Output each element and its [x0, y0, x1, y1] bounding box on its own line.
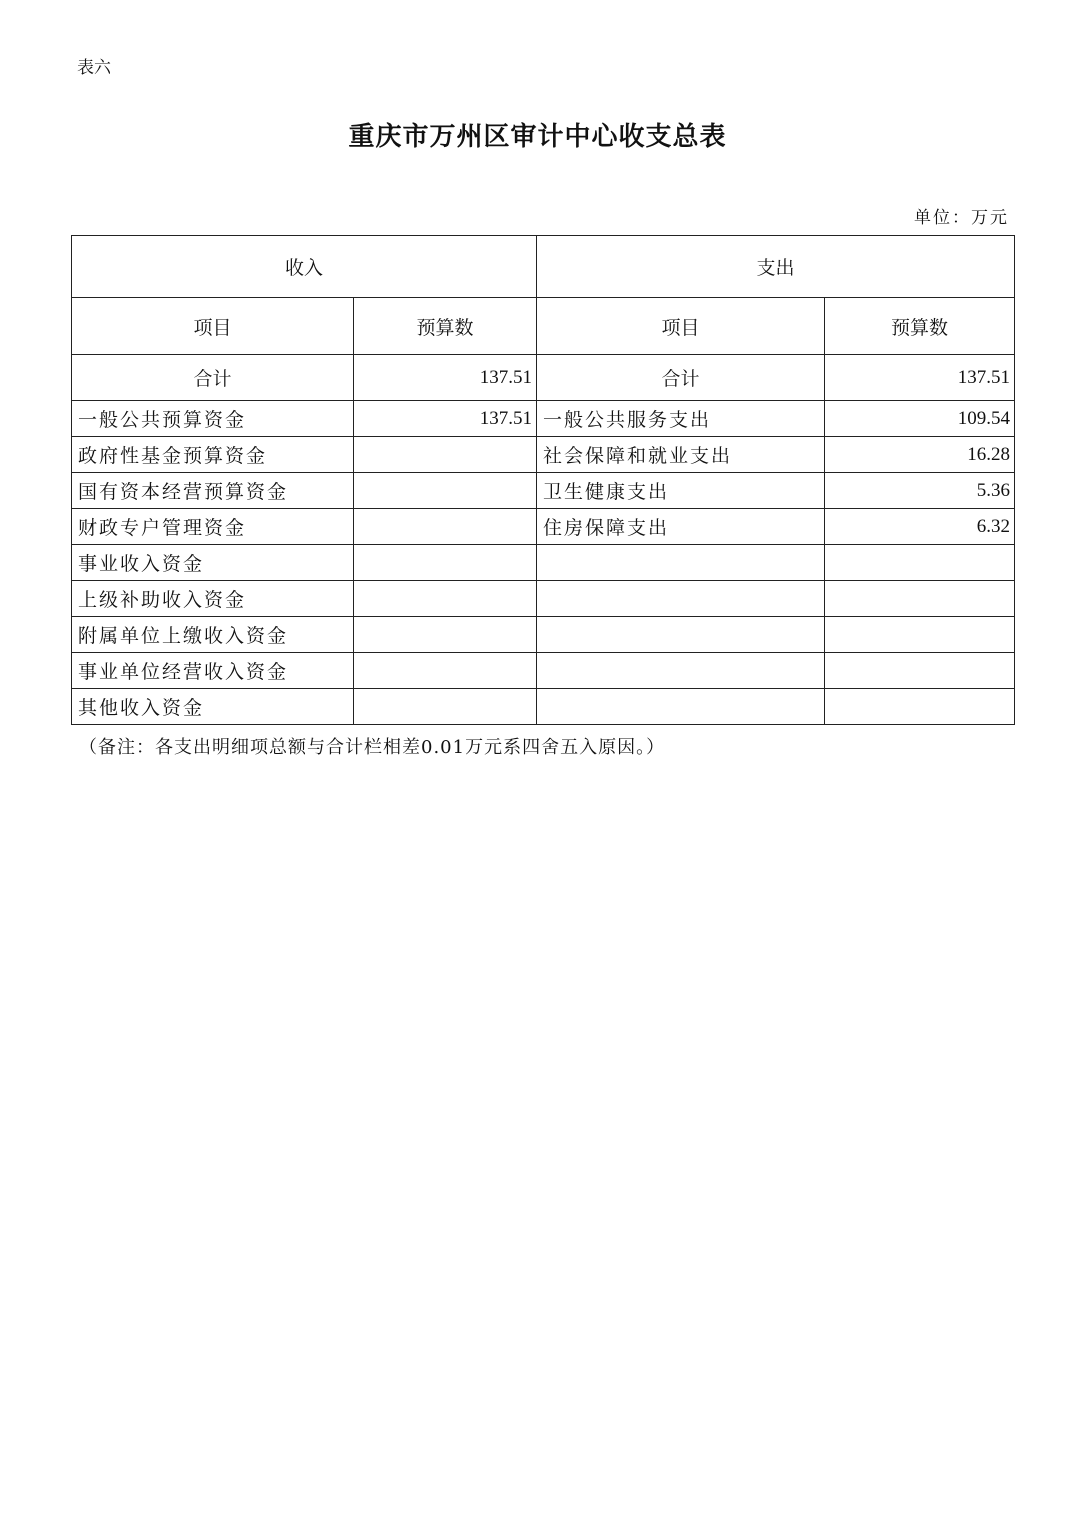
income-value	[354, 689, 537, 725]
income-value	[354, 545, 537, 581]
expense-value	[825, 617, 1015, 653]
table-row	[72, 545, 1015, 581]
income-item: 事业收入资金	[72, 545, 354, 581]
income-budget-header: 预算数	[354, 298, 537, 355]
expense-value: 109.54	[825, 401, 1015, 437]
expense-total-label: 合计	[537, 355, 825, 401]
income-value: 137.51	[354, 401, 537, 437]
income-value	[354, 653, 537, 689]
footnote: （备注：各支出明细项总额与合计栏相差0.01万元系四舍五入原因。）	[79, 737, 666, 758]
expense-value	[825, 581, 1015, 617]
expense-item: 一般公共服务支出	[537, 401, 825, 437]
expense-item	[537, 653, 825, 689]
income-value	[354, 509, 537, 545]
expense-value: 6.32	[825, 509, 1015, 545]
income-item: 一般公共预算资金	[72, 401, 354, 437]
table-row	[72, 581, 1015, 617]
table-row	[72, 509, 1015, 545]
expense-value	[825, 689, 1015, 725]
income-item: 财政专户管理资金	[72, 509, 354, 545]
column-header-row	[72, 298, 1015, 355]
expense-item: 社会保障和就业支出	[537, 437, 825, 473]
income-item: 附属单位上缴收入资金	[72, 617, 354, 653]
expense-item	[537, 689, 825, 725]
expense-item	[537, 545, 825, 581]
income-item: 政府性基金预算资金	[72, 437, 354, 473]
income-section-header: 收入	[72, 236, 537, 298]
income-value	[354, 617, 537, 653]
expense-item: 住房保障支出	[537, 509, 825, 545]
expense-value: 16.28	[825, 437, 1015, 473]
income-item: 上级补助收入资金	[72, 581, 354, 617]
income-value	[354, 581, 537, 617]
table-row	[72, 473, 1015, 509]
table-row	[72, 689, 1015, 725]
income-item: 国有资本经营预算资金	[72, 473, 354, 509]
income-total-value: 137.51	[354, 355, 537, 401]
expense-section-header: 支出	[537, 236, 1015, 298]
table-row	[72, 437, 1015, 473]
expense-value	[825, 545, 1015, 581]
expense-value	[825, 653, 1015, 689]
income-expense-table	[71, 235, 1015, 725]
total-row	[72, 355, 1015, 401]
table-row	[72, 653, 1015, 689]
income-item: 事业单位经营收入资金	[72, 653, 354, 689]
expense-total-value: 137.51	[825, 355, 1015, 401]
expense-item: 卫生健康支出	[537, 473, 825, 509]
section-header-row	[72, 236, 1015, 298]
table-row	[72, 617, 1015, 653]
unit-label: 单位：万元	[914, 208, 1009, 228]
income-item-header: 项目	[72, 298, 354, 355]
income-item: 其他收入资金	[72, 689, 354, 725]
expense-item	[537, 617, 825, 653]
income-value	[354, 473, 537, 509]
income-total-label: 合计	[72, 355, 354, 401]
table-number-label: 表六	[77, 58, 111, 78]
expense-item-header: 项目	[537, 298, 825, 355]
table-row	[72, 401, 1015, 437]
page-title: 重庆市万州区审计中心收支总表	[348, 122, 727, 152]
expense-item	[537, 581, 825, 617]
expense-value: 5.36	[825, 473, 1015, 509]
expense-budget-header: 预算数	[825, 298, 1015, 355]
income-value	[354, 437, 537, 473]
